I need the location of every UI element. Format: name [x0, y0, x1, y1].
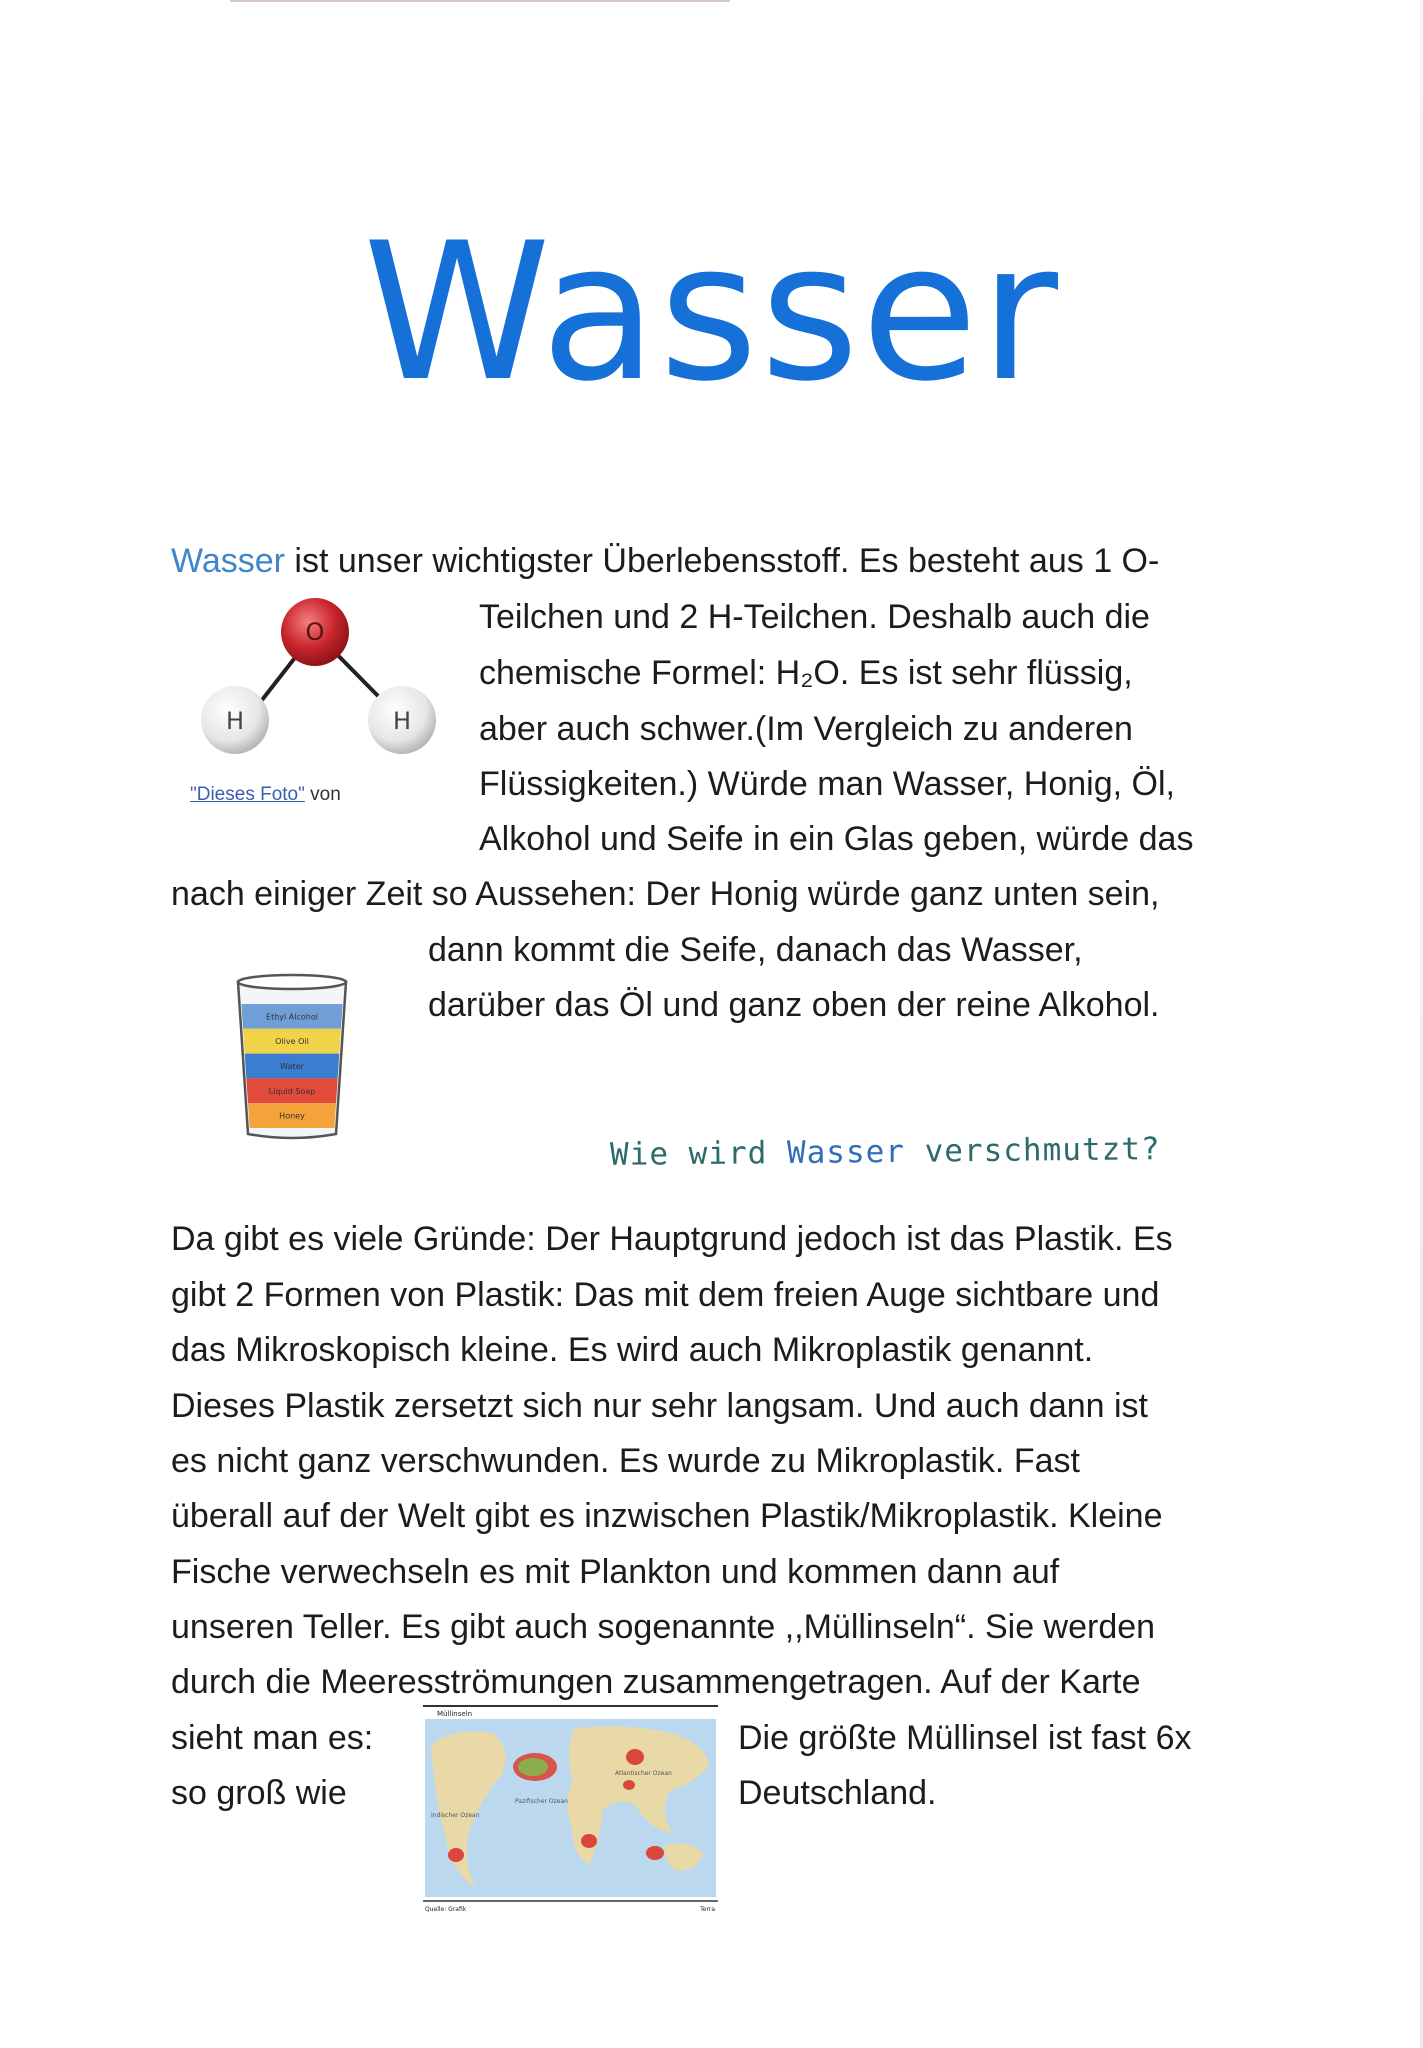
intro-line-7: nach einiger Zeit so Aussehen: Der Honig würde ganz unten sein, — [171, 875, 1160, 913]
body-left-line-2: so groß wie — [171, 1774, 347, 1812]
intro-line-1 — [171, 533, 1159, 589]
density-glass-image — [232, 970, 352, 1142]
glass-layer-label: Water — [280, 1062, 304, 1071]
hydrogen-label-right: H — [392, 707, 412, 735]
intro-line-3: chemische Formel: H₂O. Es ist sehr flüssig, — [479, 654, 1133, 692]
body-right-line-1: Die größte Müllinsel ist fast 6x — [738, 1719, 1192, 1757]
body-line-6: überall auf der Welt gibt es inzwischen Plastik/Mikroplastik. Kleine — [171, 1497, 1163, 1535]
garbage-patch-north-pacific-core — [518, 1758, 548, 1776]
map-brand: Terra — [700, 1906, 715, 1913]
intro-line-6: Alkohol und Seife in ein Glas geben, würde das — [479, 820, 1194, 858]
intro-line-4: aber auch schwer.(Im Vergleich zu anderen — [479, 710, 1133, 748]
subheading-part-1: Wie wird — [609, 1135, 788, 1173]
garbage-patch-indian — [581, 1834, 597, 1848]
glass-layer-label: Liquid Soap — [268, 1086, 316, 1096]
intro-line-9: darüber das Öl und ganz oben der reine Alkohol. — [428, 986, 1160, 1024]
map-label-pacific: Pazifischer Ozean — [515, 1798, 568, 1805]
photo-credit — [190, 784, 341, 806]
body-line-1: Da gibt es viele Gründe: Der Hauptgrund jedoch ist das Plastik. Es — [171, 1220, 1173, 1258]
oxygen-label: O — [305, 618, 325, 646]
page-top-edge — [230, 0, 730, 2]
page-title: Wasser — [362, 202, 1061, 423]
body-line-4: Dieses Plastik zersetzt sich nur sehr langsam. Und auch dann ist — [171, 1387, 1149, 1425]
glass-layer-label: Olive Oil — [275, 1037, 309, 1047]
body-left-line-1: sieht man es: — [171, 1719, 374, 1757]
intro-line-8: dann kommt die Seife, danach das Wasser, — [428, 931, 1083, 969]
map-heading: Müllinseln — [437, 1710, 473, 1718]
section-subheading — [610, 1131, 1161, 1173]
body-line-9: durch die Meeresströmungen zusammengetragen. Auf der Karte — [171, 1663, 1141, 1701]
body-line-3: das Mikroskopisch kleine. Es wird auch Mikroplastik genannt. — [171, 1331, 1094, 1369]
intro-lead-word: Wasser — [171, 542, 285, 580]
subheading-part-2: verschmutzt? — [904, 1131, 1161, 1170]
map-label-indian: Indischer Ozean — [431, 1812, 480, 1819]
glass-layer-label: Honey — [279, 1111, 305, 1121]
hydrogen-label-left: H — [225, 707, 245, 735]
glass-rim — [238, 975, 346, 989]
body-line-7: Fische verwechseln es mit Plankton und kommen dann auf — [171, 1553, 1060, 1591]
garbage-patches-map — [423, 1705, 718, 1915]
map-label-atlantic: Atlantischer Ozean — [615, 1770, 672, 1777]
water-molecule-image — [190, 590, 460, 790]
subheading-accent: Wasser — [786, 1133, 906, 1172]
photo-credit-link[interactable]: "Dieses Foto" — [190, 784, 305, 805]
body-line-5: es nicht ganz verschwunden. Es wurde zu Mikroplastik. Fast — [171, 1442, 1080, 1480]
body-right-line-2: Deutschland. — [738, 1774, 937, 1812]
garbage-patch-mid-atlantic — [623, 1780, 635, 1790]
intro-line-5: Flüssigkeiten.) Würde man Wasser, Honig, Öl, — [479, 765, 1175, 803]
garbage-patch-south-atlantic — [646, 1846, 664, 1860]
body-line-8: unseren Teller. Es gibt auch sogenannte ,,Müllinseln“. Sie werden — [171, 1608, 1156, 1646]
body-line-2: gibt 2 Formen von Plastik: Das mit dem freien Auge sichtbare und — [171, 1276, 1160, 1314]
map-source: Quelle: Grafik — [425, 1906, 467, 1913]
garbage-patch-north-atlantic — [626, 1749, 644, 1765]
photo-credit-text: von — [304, 784, 341, 805]
glass-layer-label: Ethyl Alcohol — [266, 1012, 318, 1022]
intro-line-2: Teilchen und 2 H-Teilchen. Deshalb auch die — [479, 598, 1150, 636]
intro-line-1-text: ist unser wichtigster Überlebensstoff. Es besteht aus 1 O- — [284, 542, 1160, 580]
garbage-patch-south-pacific-west — [448, 1848, 464, 1862]
